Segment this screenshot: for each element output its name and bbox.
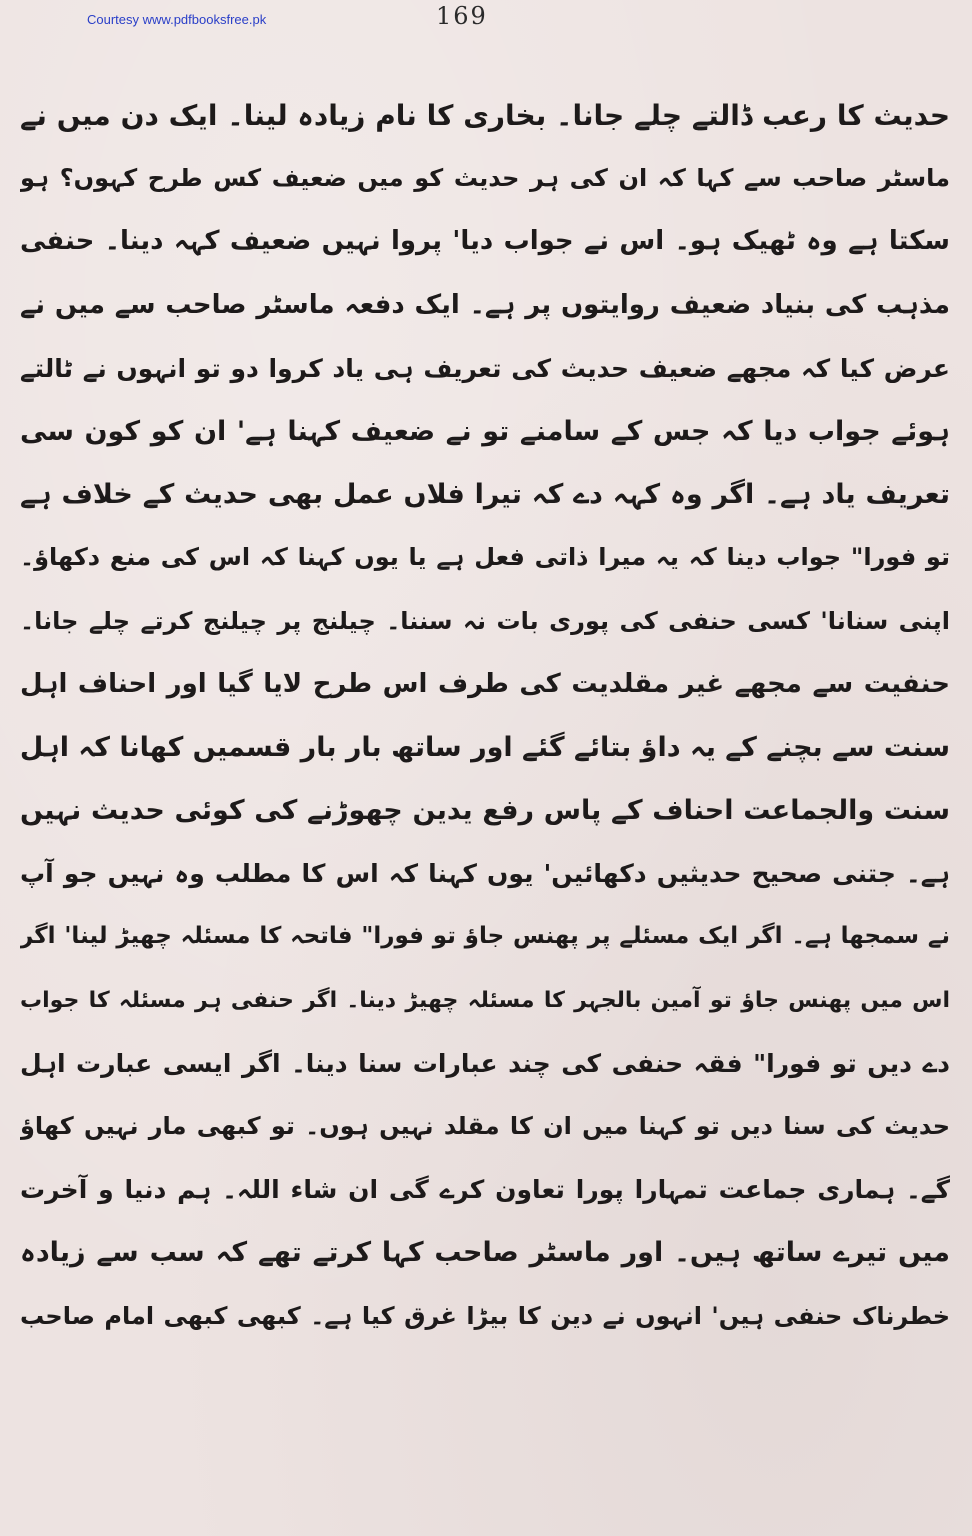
text-line: نے سمجھا ہے۔ اگر ایک مسئلے پر پھنس جاؤ تو فورا" فاتحہ کا مسئلہ چھیڑ لینا' اگر bbox=[20, 923, 950, 950]
text-line: تعریف یاد ہے۔ اگر وہ کہہ دے کہ تیرا فلاں عمل بھی حدیث کے خلاف ہے bbox=[20, 479, 950, 511]
text-line: میں تیرے ساتھ ہیں۔ اور ماسٹر صاحب کہا کرتے تھے کہ سب سے زیادہ bbox=[20, 1237, 950, 1269]
text-line: تو فورا" جواب دینا کہ یہ میرا ذاتی فعل ہے یا یوں کہنا کہ اس کی منع دکھاؤ۔ bbox=[20, 543, 950, 572]
text-line: دے دیں تو فورا" فقہ حنفی کی چند عبارات سنا دینا۔ اگر ایسی عبارت اہل bbox=[20, 1048, 950, 1078]
text-line: گے۔ ہماری جماعت تمہارا پورا تعاون کرے گی ان شاء اللہ۔ ہم دنیا و آخرت bbox=[20, 1175, 950, 1205]
text-line: ہوئے جواب دیا کہ جس کے سامنے تو نے ضعیف کہنا ہے' ان کو کون سی bbox=[20, 415, 950, 447]
text-line: اس میں پھنس جاؤ تو آمین بالجہر کا مسئلہ چھیڑ دینا۔ اگر حنفی ہر مسئلہ کا جواب bbox=[20, 987, 950, 1013]
text-line: مذہب کی بنیاد ضعیف روایتوں پر ہے۔ ایک دفعہ ماسٹر صاحب سے میں نے bbox=[20, 289, 950, 320]
text-line: سکتا ہے وہ ٹھیک ہو۔ اس نے جواب دیا' پروا نہیں ضعیف کہہ دینا۔ حنفی bbox=[20, 226, 950, 257]
text-line: اپنی سنانا' کسی حنفی کی پوری بات نہ سننا۔ چیلنج پر چیلنج کرتے چلے جانا۔ bbox=[20, 606, 950, 635]
text-line: سنت والجماعت احناف کے پاس رفع یدین چھوڑنے کی کوئی حدیث نہیں bbox=[20, 795, 950, 827]
page-number: 169 bbox=[436, 2, 488, 30]
text-line: سنت سے بچنے کے یہ داؤ بتائے گئے اور ساتھ بار بار قسمیں کھانا کہ اہل bbox=[20, 731, 950, 763]
courtesy-watermark: Courtesy www.pdfbooksfree.pk bbox=[87, 12, 267, 27]
page-body-text bbox=[20, 84, 950, 1348]
text-line: ہے۔ جتنی صحیح حدیثیں دکھائیں' یوں کہنا کہ اس کا مطلب وہ نہیں جو آپ bbox=[20, 859, 950, 889]
text-line: ماسٹر صاحب سے کہا کہ ان کی ہر حدیث کو میں ضعیف کس طرح کہوں؟ ہو bbox=[20, 164, 950, 193]
text-line: حنفیت سے مجھے غیر مقلدیت کی طرف اس طرح لایا گیا اور احناف اہل bbox=[20, 668, 950, 699]
text-line: حدیث کی سنا دیں تو کہنا میں ان کا مقلد نہیں ہوں۔ تو کبھی مار نہیں کھاؤ bbox=[20, 1112, 950, 1140]
text-line: خطرناک حنفی ہیں' انہوں نے دین کا بیڑا غرق کیا ہے۔ کبھی کبھی امام صاحب bbox=[20, 1301, 950, 1330]
text-line: حدیث کا رعب ڈالتے چلے جانا۔ بخاری کا نام زیادہ لینا۔ ایک دن میں نے bbox=[20, 99, 950, 132]
text-line: عرض کیا کہ مجھے ضعیف حدیث کی تعریف ہی یاد کروا دو تو انہوں نے ٹالتے bbox=[20, 353, 950, 383]
